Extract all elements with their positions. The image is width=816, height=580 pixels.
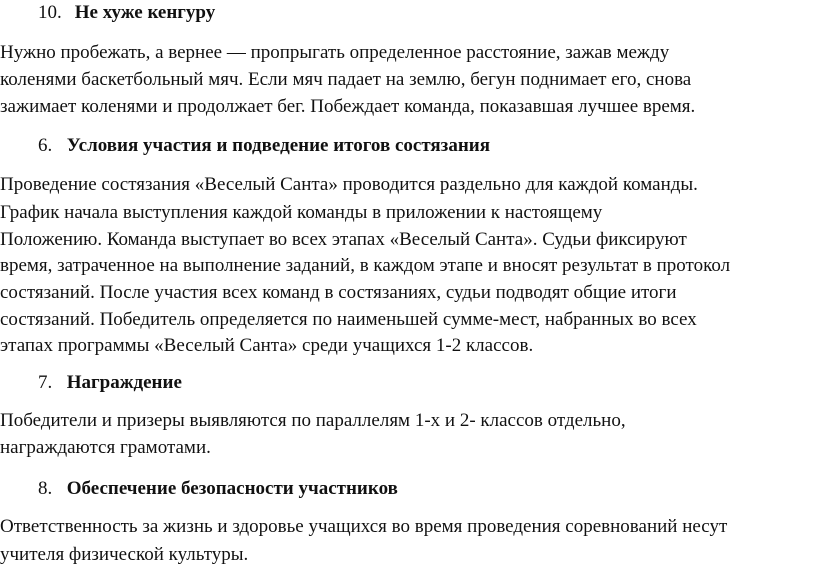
section-title: Награждение [66,372,182,393]
paragraph-line: Положению. Команда выступает во всех этапах «Веселый Санта». Судьи фиксируют [0,229,687,250]
paragraph-line: этапах программы «Веселый Санта» среди учащихся 1-2 классов. [0,335,534,356]
section-number: 6. [38,135,53,156]
section-title: Обеспечение безопасности участников [66,478,398,499]
section-heading-7 [0,372,182,394]
paragraph-line: Победители и призеры выявляются по параллелям 1-х и 2- классов отдельно, [0,410,626,431]
paragraph-line: зажимает коленями и продолжает бег. Побеждает команда, показавшая лучшее время. [0,96,696,117]
paragraph-line: коленями баскетбольный мяч. Если мяч падает на землю, бегун поднимает его, снова [0,69,692,90]
section-number: 10. [38,2,62,23]
section-heading-6 [0,135,490,157]
section-title: Не хуже кенгуру [74,2,216,23]
paragraph-line: состязаний. Победитель определяется по наименьшей сумме-мест, набранных во всех [0,309,697,330]
paragraph-line: состязаний. После участия всех команд в состязаниях, судьи подводят общие итоги [0,282,677,303]
section-title: Условия участия и подведение итогов состязания [66,135,490,156]
section-heading-10 [0,2,215,24]
paragraph-line: награждаются грамотами. [0,437,211,458]
paragraph-line: время, затраченное на выполнение заданий, в каждом этапе и вносят результат в протокол [0,255,731,276]
section-heading-8 [0,478,398,500]
paragraph-line: учителя физической культуры. [0,544,249,565]
section-number: 7. [38,372,53,393]
paragraph-line: Ответственность за жизнь и здоровье учащихся во время проведения соревнований несут [0,516,728,537]
paragraph-line: График начала выступления каждой команды в приложении к настоящему [0,202,603,223]
section-number: 8. [38,478,53,499]
paragraph-line: Проведение состязания «Веселый Санта» проводится раздельно для каждой команды. [0,174,698,195]
paragraph-line: Нужно пробежать, а вернее — пропрыгать определенное расстояние, зажав между [0,42,670,63]
